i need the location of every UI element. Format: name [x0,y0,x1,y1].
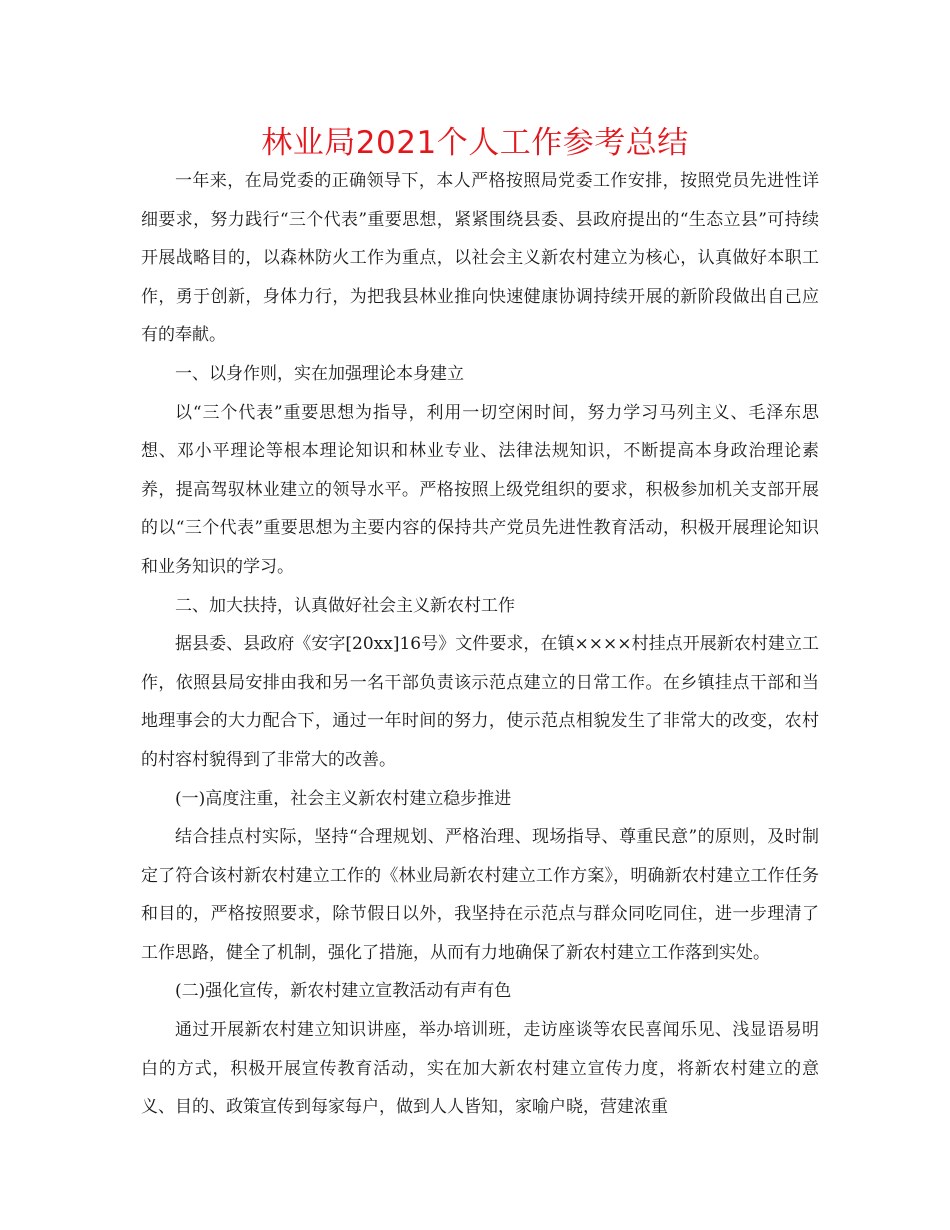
paragraph-subsection-1: 结合挂点村实际，坚持“合理规划、严格治理、现场指导、尊重民意”的原则，及时制定了符合该村新农村建立工作的《林业局新农村建立工作方案》，明确新农村建立工作任务和目的，严格按照要求，除节假日以外，我坚持在示范点与群众同吃同住，进一步理清了工作思路，健全了机制，强化了措施，从而有力地确保了新农村建立工作落到实处。 [141,827,819,963]
subsection-heading-1: (一)高度注重，社会主义新农村建立稳步推进 [175,788,512,809]
document-title: 林业局2021个人工作参考总结 [261,125,689,161]
subsection-heading-2: (二)强化宣传，新农村建立宣教活动有声有色 [175,981,512,1002]
paragraph-subsection-2: 通过开展新农村建立知识讲座，举办培训班，走访座谈等农民喜闻乐见、浅显语易明白的方式，积极开展宣传教育活动，实在加大新农村建立宣传力度，将新农村建立的意义、目的、政策宣传到每家每户，做到人人皆知，家喻户晓，营建浓重 [141,1020,819,1118]
paragraph-section-1: 以“三个代表”重要思想为指导，利用一切空闲时间，努力学习马列主义、毛泽东思想、邓小平理论等根本理论知识和林业专业、法律法规知识，不断提高本身政治理论素养，提高驾驭林业建立的领导水平。严格按照上级党组织的要求，积极参加机关支部开展的以“三个代表”重要思想为主要内容的保持共产党员先进性教育活动，积极开展理论知识和业务知识的学习。 [141,402,819,577]
document-body [141,162,819,1127]
paragraph-section-2: 据县委、县政府《安字[20xx]16号》文件要求，在镇××××村挂点开展新农村建立工作，依照县局安排由我和另一名干部负责该示范点建立的日常工作。在乡镇挂点干部和当地理事会的大力配合下，通过一年时间的努力，使示范点相貌发生了非常大的改变，农村的村容村貌得到了非常大的改善。 [141,634,819,770]
section-heading-2: 二、加大扶持，认真做好社会主义新农村工作 [175,595,515,616]
section-heading-1: 一、以身作则，实在加强理论本身建立 [175,363,464,384]
paragraph-intro: 一年来，在局党委的正确领导下，本人严格按照局党委工作安排，按照党员先进性详细要求，努力践行“三个代表”重要思想，紧紧围绕县委、县政府提出的“生态立县”可持续开展战略目的，以森林防火工作为重点，以社会主义新农村建立为核心，认真做好本职工作，勇于创新，身体力行，为把我县林业推向快速健康协调持续开展的新阶段做出自己应有的奉献。 [141,171,819,346]
